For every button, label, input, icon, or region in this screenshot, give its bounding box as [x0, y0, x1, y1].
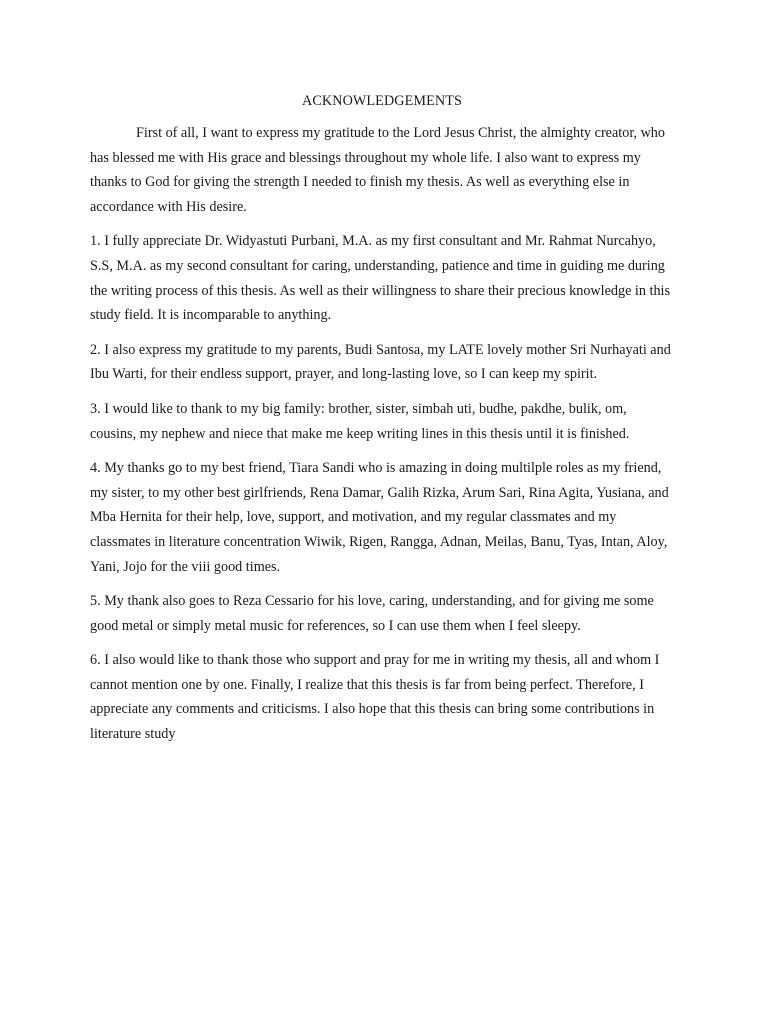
- document-body: [90, 91, 674, 757]
- acknowledgement-item-2: 2. I also express my gratitude to my parents, Budi Santosa, my LATE lovely mother Sri Nurhayati and Ibu Warti, for their endless support, prayer, and long-lasting love, so I can keep my spirit.: [90, 341, 671, 383]
- acknowledgement-item-6: 6. I also would like to thank those who support and pray for me in writing my thesis, all and whom I cannot mention one by one. Finally, I realize that this thesis is far from being perfect. Therefore, I appreciate any comments and criticisms. I also hope that this thesis can bring some contributions in literature study: [90, 652, 660, 743]
- acknowledgement-item-4: 4. My thanks go to my best friend, Tiara Sandi who is amazing in doing multilple roles as my friend, my sister, to my other best girlfriends, Rena Damar, Galih Rizka, Arum Sari, Rina Agita, Yusiana, and Mba Hernita for their help, love, support, and motivation, and my regular classmates and my classmates in literature concentration Wiwik, Rigen, Rangga, Adnan, Meilas, Banu, Tyas, Intan, Aloy, Yani, Jojo for the viii good times.: [90, 460, 669, 575]
- intro-paragraph: First of all, I want to express my gratitude to the Lord Jesus Christ, the almighty creator, who has blessed me with His grace and blessings throughout my whole life. I also want to express my thanks to God for giving the strength I needed to finish my thesis. As well as everything else in accordance with His desire.: [90, 125, 665, 215]
- acknowledgement-item-1: 1. I fully appreciate Dr. Widyastuti Purbani, M.A. as my first consultant and Mr. Rahmat Nurcahyo, S.S, M.A. as my second consultant for caring, understanding, patience and time in guiding me during the writing process of this thesis. As well as their willingness to share their precious knowledge in this study field. It is incomparable to anything.: [90, 233, 671, 324]
- acknowledgement-item-3: 3. I would like to thank to my big family: brother, sister, simbah uti, budhe, pakdhe, bulik, om, cousins, my nephew and niece that make me keep writing lines in this thesis until it is finished.: [90, 400, 630, 442]
- acknowledgement-item-5: 5. My thank also goes to Reza Cessario for his love, caring, understanding, and for giving me some good metal or simply metal music for references, so I can use them when I feel sleepy.: [90, 593, 654, 634]
- page-title: ACKNOWLEDGEMENTS: [301, 93, 462, 109]
